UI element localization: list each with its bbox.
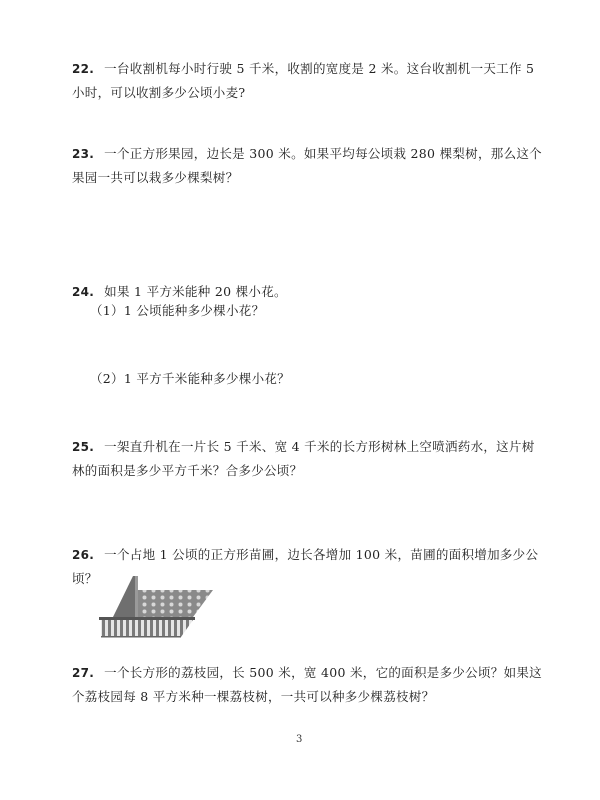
question-25 [72,435,542,482]
question-number: 25. [72,440,95,454]
question-22 [72,57,542,104]
question-text: 一个长方形的荔枝园，长 500 米，宽 400 米，它的面积是多少公顷？如果这个荔枝园每 8 平方米种一棵荔枝树，一共可以种多少棵荔枝树？ [72,665,542,704]
question-number: 22. [72,62,95,76]
question-number: 27. [72,666,95,680]
page-number: 3 [296,734,303,745]
question-number: 23. [72,147,95,161]
question-text: 如果 1 平方米能种 20 棵小花。 [104,284,287,299]
question-text: 一个占地 1 公顷的正方形苗圃，边长各增加 100 米，苗圃的面积增加多少公顷？ [72,547,539,586]
question-number: 24. [72,285,95,299]
nursery-illustration [95,573,235,639]
question-number: 26. [72,548,95,562]
question-text: 一架直升机在一片长 5 千米、宽 4 千米的长方形树林上空喷洒药水，这片树林的面积是多少平方千米？合多少公顷？ [72,439,535,478]
question-23 [72,142,542,189]
question-27 [72,661,542,708]
question-text: 一个正方形果园，边长是 300 米。如果平均每公顷栽 280 棵梨树，那么这个果园一共可以栽多少棵梨树？ [72,146,542,185]
subquestion-24-2: （2）1 平方千米能种多少棵小花？ [90,371,290,386]
subquestion-24-1: （1）1 公顷能种多少棵小花？ [90,303,265,318]
question-text: 一台收割机每小时行驶 5 千米，收割的宽度是 2 米。这台收割机一天工作 5 小时，可以收割多少公顷小麦? [72,61,535,100]
